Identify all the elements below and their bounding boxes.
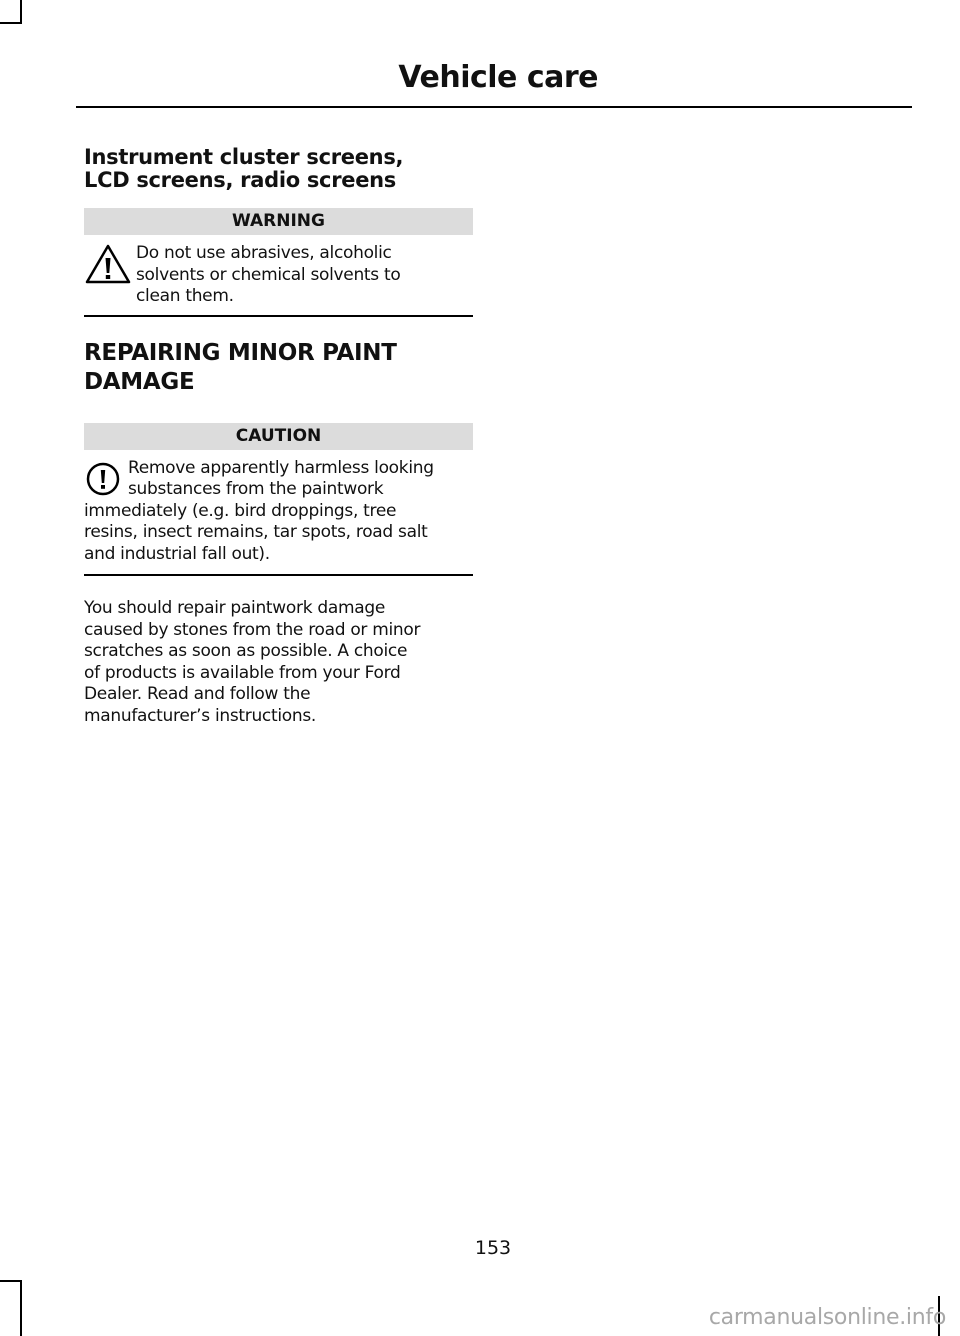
warning-text-line2: solvents or chemical solvents to (136, 264, 401, 285)
screens-heading-line2: LCD screens, radio screens (84, 168, 396, 192)
caution-label-bar: CAUTION (84, 423, 473, 450)
body-line4: of products is available from your Ford (84, 662, 401, 683)
screens-heading-line1: Instrument cluster screens, (84, 145, 404, 169)
page-section-title: Vehicle care (398, 60, 598, 95)
caution-text-line2: substances from the paintwork (128, 479, 384, 499)
crop-mark-bottom-left-horizontal (0, 1280, 22, 1282)
caution-text-line4: resins, insect remains, tar spots, road salt (84, 522, 428, 542)
page-number: 153 (474, 1237, 512, 1259)
watermark-text: carmanualsonline.info (708, 1305, 946, 1330)
paint-heading-line1: REPAIRING MINOR PAINT (84, 339, 397, 366)
caution-text-line1: Remove apparently harmless looking (128, 457, 434, 478)
warning-triangle-icon (84, 243, 132, 285)
caution-notice (84, 450, 473, 575)
crop-mark-top-left-horizontal (0, 22, 22, 24)
paint-section-heading (84, 339, 473, 397)
paint-repair-paragraph (84, 598, 473, 727)
caution-exclamation-icon (86, 462, 120, 496)
caution-text-line3: immediately (e.g. bird droppings, tree (84, 500, 397, 521)
body-line2: caused by stones from the road or minor (84, 619, 421, 640)
screens-section-heading (84, 146, 473, 192)
body-line1: You should repair paintwork damage (84, 598, 385, 618)
body-line6: manufacturer’s instructions. (84, 705, 316, 726)
content-column (84, 146, 473, 727)
warning-text-line3: clean them. (136, 286, 234, 306)
warning-text-line1: Do not use abrasives, alcoholic (136, 243, 392, 263)
crop-mark-top-left-vertical (20, 0, 22, 24)
paint-heading-line2: DAMAGE (84, 368, 195, 395)
body-line3: scratches as soon as possible. A choice (84, 641, 408, 661)
warning-notice (84, 235, 473, 315)
warning-label-bar: WARNING (84, 208, 473, 235)
header-rule (76, 106, 912, 108)
crop-mark-bottom-left-vertical (20, 1280, 22, 1336)
caution-text-line5: and industrial fall out). (84, 543, 270, 564)
body-line5: Dealer. Read and follow the (84, 684, 311, 704)
